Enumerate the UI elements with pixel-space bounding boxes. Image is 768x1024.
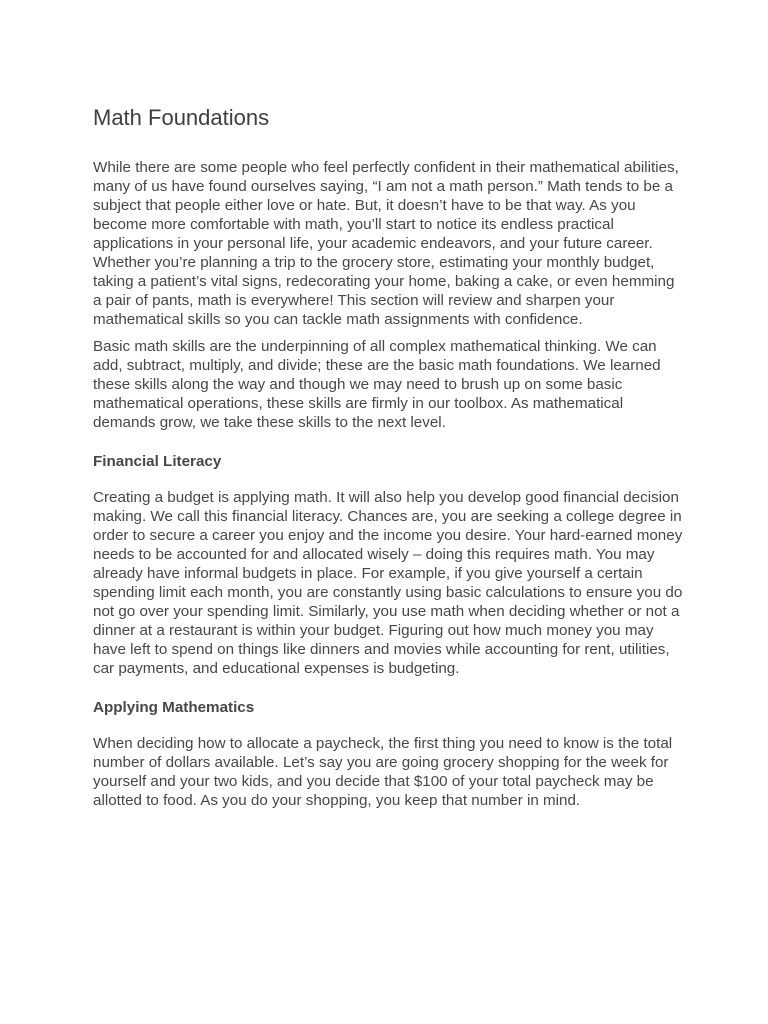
section-body-applying-mathematics: When deciding how to allocate a paycheck, the first thing you need to know is the total number of dollars available. Let’s say you are going grocery shopping for the week for yourself and your two kids, and you decide that $100 of your total paycheck may be allotted to food. As you do your shopping, you keep that number in mind. [93,735,673,809]
intro-paragraph-2: Basic math skills are the underpinning of all complex mathematical thinking. We can add, subtract, multiply, and divide; these are the basic math foundations. We learned these skills along the way and though we may need to brush up on some basic mathematical operations, these skills are firmly in our toolbox. As mathematical demands grow, we take these skills to the next level. [93,338,661,431]
section-heading-financial-literacy: Financial Literacy [93,453,222,470]
section-body-financial-literacy: Creating a budget is applying math. It will also help you develop good financial decision making. We call this financial literacy. Chances are, you are seeking a college degree in order to secure a career you enjoy and the income you desire. Your hard-earned money needs to be accounted for and allocated wisely – doing this requires math. You may already have informal budgets in place. For example, if you give yourself a certain spending limit each month, you are constantly using basic calculations to ensure you do not go over your spending limit. Similarly, you use math when deciding whether or not a dinner at a restaurant is within your budget. Figuring out how much money you may have left to spend on things like dinners and movies while accounting for rent, utilities, car payments, and educational expenses is budgeting. [93,489,683,677]
page-title: Math Foundations [93,105,270,130]
section-heading-applying-mathematics: Applying Mathematics [93,699,255,716]
intro-paragraph-1: While there are some people who feel perfectly confident in their mathematical abilities, many of us have found ourselves saying, “I am not a math person.” Math tends to be a subject that people either love or hate. But, it doesn’t have to be that way. As you become more comfortable with math, you’ll start to notice its endless practical applications in your personal life, your academic endeavors, and your future career. Whether you’re planning a trip to the grocery store, estimating your monthly budget, taking a patient’s vital signs, redecorating your home, baking a cake, or even hemming a pair of pants, math is everywhere! This section will review and sharpen your mathematical skills so you can tackle math assignments with confidence. [93,159,679,328]
document-page [93,104,683,818]
